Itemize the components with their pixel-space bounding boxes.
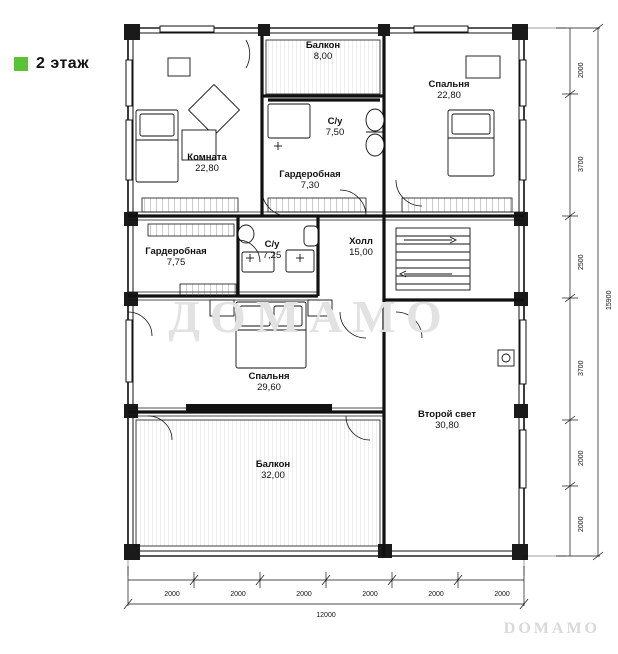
legend-label: 2 этаж: [36, 55, 90, 72]
dimension-bottom: 2000: [494, 591, 510, 598]
dimension-right: 2000: [578, 516, 585, 532]
room-label: Балкон 8,00: [305, 40, 341, 62]
room-label: С/у 7,25: [262, 239, 282, 261]
dimension-bottom: 2000: [230, 591, 246, 598]
dimension-right: 2000: [578, 450, 585, 466]
watermark-main: ДОМАМО: [168, 291, 452, 342]
dimension-right: 2000: [578, 62, 585, 78]
room-label: Гардеробная 7,30: [279, 169, 341, 191]
dimension-bottom-total: 12000: [316, 612, 336, 619]
dimension-bottom: 2000: [164, 591, 180, 598]
room-label: Второй свет 30,80: [418, 409, 476, 431]
dimension-right: 3700: [578, 360, 585, 376]
dimension-bottom: 2000: [362, 591, 378, 598]
dimension-right-total: 15900: [606, 290, 613, 310]
dimension-right: 3700: [578, 156, 585, 172]
legend-marker-icon: [14, 57, 28, 71]
floor-legend: [14, 55, 89, 73]
dimension-right: 2500: [578, 254, 585, 270]
dimension-bottom: 2000: [428, 591, 444, 598]
watermark-corner: DOMAMO: [503, 620, 600, 637]
room-label: С/у 7,50: [325, 116, 345, 138]
room-label: Гардеробная 7,75: [145, 246, 207, 268]
room-label: Холл 15,00: [349, 236, 373, 258]
room-label: Спальня 22,80: [428, 79, 470, 101]
room-label: Спальня 29,60: [248, 371, 290, 393]
room-label: Комната 22,80: [187, 152, 227, 174]
dimension-bottom: 2000: [296, 591, 312, 598]
room-label: Балкон 32,00: [255, 459, 291, 481]
